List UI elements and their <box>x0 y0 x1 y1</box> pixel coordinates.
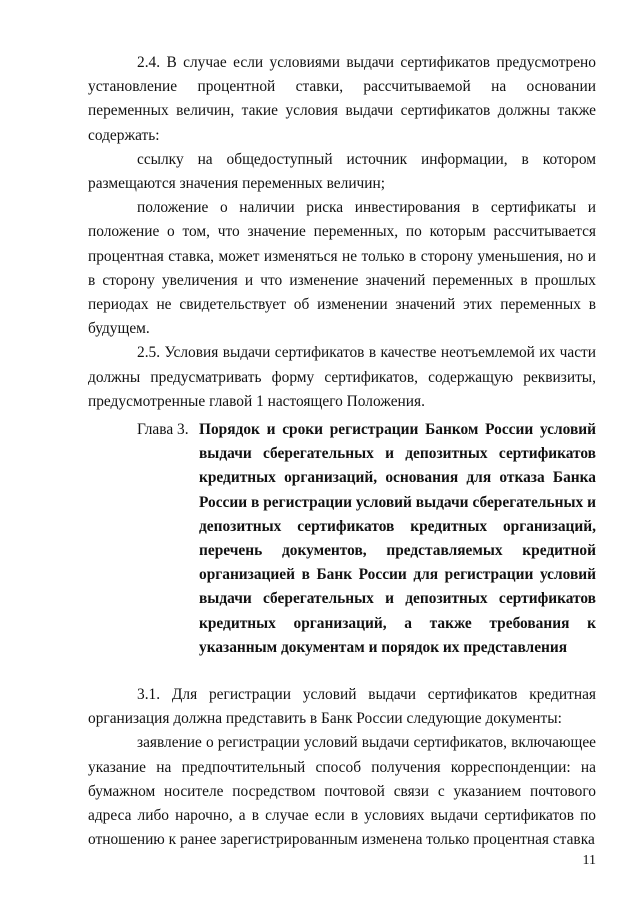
paragraph-3-1: 3.1. Для регистрации условий выдачи сертификатов кредитная организация должна представить в Банк России следующие документы: <box>88 686 596 728</box>
chapter-title: Порядок и сроки регистрации Банком России условий выдачи сберегательных и депозитных сертификатов кредитных организаций, основания для отказа Банка России в регистрации условий выдачи сберегательных и депозитных сертификатов кредитных организаций, перечень документов, представляемых кредитной организацией в Банк России для регистрации условий выдачи сберегательных и депозитных сертификатов кредитных организаций, а также требования к указанным документам и порядок их представления <box>199 421 596 656</box>
page-number: 11 <box>582 853 596 868</box>
paragraph-2-5: 2.5. Условия выдачи сертификатов в качестве неотъемлемой их части должны предусматривать форму сертификатов, содержащую реквизиты, предусмотренные главой 1 настоящего Положения. <box>88 344 596 410</box>
paragraph-source-link: ссылку на общедоступный источник информации, в котором размещаются значения переменных величин; <box>88 150 596 193</box>
paragraph-2-4: 2.4. В случае если условиями выдачи сертификатов предусмотрено установление процентной ставки, рассчитываемой на основании переменных величин, такие условия выдачи сертификатов должны также содержать: <box>88 54 596 144</box>
paragraph-risk-provision: положение о наличии риска инвестирования в сертификаты и положение о том, что значение переменных, по которым рассчитывается процентная ставка, может изменяться не только в сторону уменьшения, но и в сторону увеличения и что изменение значений переменных в прошлых периодах не свидетельствует об изменении значений этих переменных в будущем. <box>88 199 596 338</box>
section-3-text <box>88 683 596 852</box>
section-2-text <box>88 51 596 414</box>
paragraph-application: заявление о регистрации условий выдачи сертификатов, включающее указание на предпочтительный способ получения корреспонденции: на бумажном носителе посредством почтовой связи с указанием почтового адреса либо нарочно, а в случае если в условиях выдачи сертификатов по отношению к ранее зарегистрированным изменена только процентная ставка <box>88 734 596 849</box>
chapter-label: Глава 3. <box>137 421 189 438</box>
